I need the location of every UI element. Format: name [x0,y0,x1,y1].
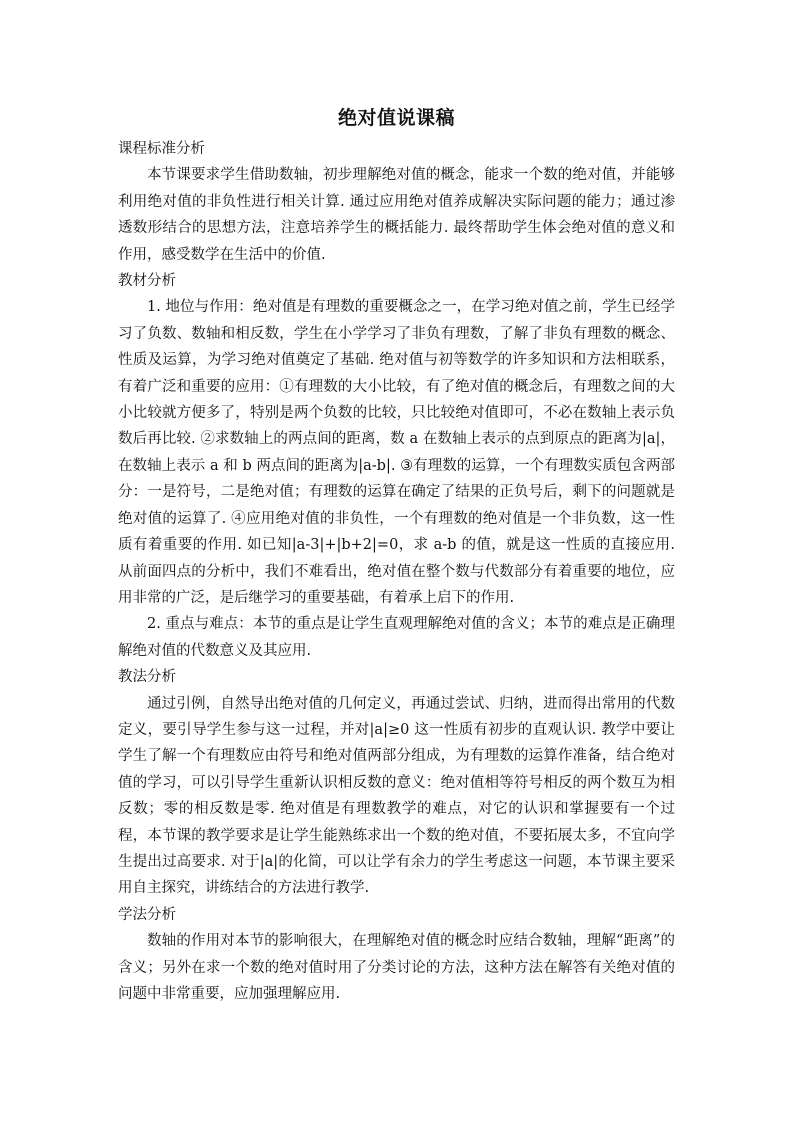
paragraph: 1. 地位与作用：绝对值是有理数的重要概念之一，在学习绝对值之前，学生已经学习了负数、数轴和相反数，学生在小学学习了非负有理数，了解了非负有理数的概念、性质及运算，为学习绝对值奠定了基础. 绝对值与初等数学的许多知识和方法相联系，有着广泛和重要的应用：①有理数的大小比较，有了绝对值的概念后，有理数之间的大小比较就方便多了，特别是两个负数的比较，只比较绝对值即可，不必在数轴上表示负数后再比较. ②求数轴上的两点间的距离，数 a 在数轴上表示的点到原点的距离为|a|，在数轴上表示 a 和 b 两点间的距离为|a-b|. ③有理数的运算，一个有理数实质包含两部分：一是符号，二是绝对值；有理数的运算在确定了结果的正负号后，剩下的问题就是绝对值的运算了. ④应用绝对值的非负性，一个有理数的绝对值是一个非负数，这一性质有着重要的作用. 如已知|a-3|+|b+2|=0，求 a-b 的值，就是这一性质的直接应用. 从前面四点的分析中，我们不难看出，绝对值在整个数与代数部分有着重要的地位，应用非常的广泛，是后继学习的重要基础，有着承上启下的作用. [118,299,675,606]
section-textbook-analysis [118,268,675,664]
section-learning-method [118,902,675,1008]
paragraph: 本节课要求学生借助数轴，初步理解绝对值的概念，能求一个数的绝对值，并能够利用绝对值的非负性进行相关计算. 通过应用绝对值养成解决实际问题的能力；通过渗透数形结合的思想方法，注意培养学生的概括能力. 最终帮助学生体会绝对值的意义和作用，感受数学在生活中的价值. [118,167,675,263]
section-heading: 学法分析 [118,906,176,923]
section-heading: 教法分析 [118,669,176,686]
paragraph: 数轴的作用对本节的影响很大，在理解绝对值的概念时应结合数轴，理解“距离”的含义；另外在求一个数的绝对值时用了分类讨论的方法，这种方法在解答有关绝对值的问题中非常重要，应加强理解应用. [118,933,675,1002]
section-heading: 课程标准分析 [118,141,205,157]
document-title: 绝对值说课稿 [337,107,455,129]
section-heading: 教材分析 [118,273,176,290]
paragraph: 2. 重点与难点：本节的重点是让学生直观理解绝对值的含义；本节的难点是正确理解绝对值的代数意义及其应用. [118,616,675,659]
paragraph: 通过引例，自然导出绝对值的几何定义，再通过尝试、归纳，进而得出常用的代数定义，要引导学生参与这一过程，并对|a|≥0 这一性质有初步的直观认识. 教学中要让学生了解一个有理数应由符号和绝对值两部分组成，为有理数的运算作准备，结合绝对值的学习，可以引导学生重新认识相反数的意义：绝对值相等符号相反的两个数互为相反数；零的相反数是零. 绝对值是有理数教学的难点，对它的认识和掌握要有一个过程，本节课的教学要求是让学生能熟练求出一个数的绝对值，不要拓展太多，不宜向学生提出过高要求. 对于|a|的化简，可以让学有余力的学生考虑这一问题，本节课主要采用自主探究，讲练结合的方法进行教学. [118,695,675,897]
section-teaching-method [118,664,675,902]
section-curriculum-standard [118,136,675,268]
document-page [118,104,675,1007]
